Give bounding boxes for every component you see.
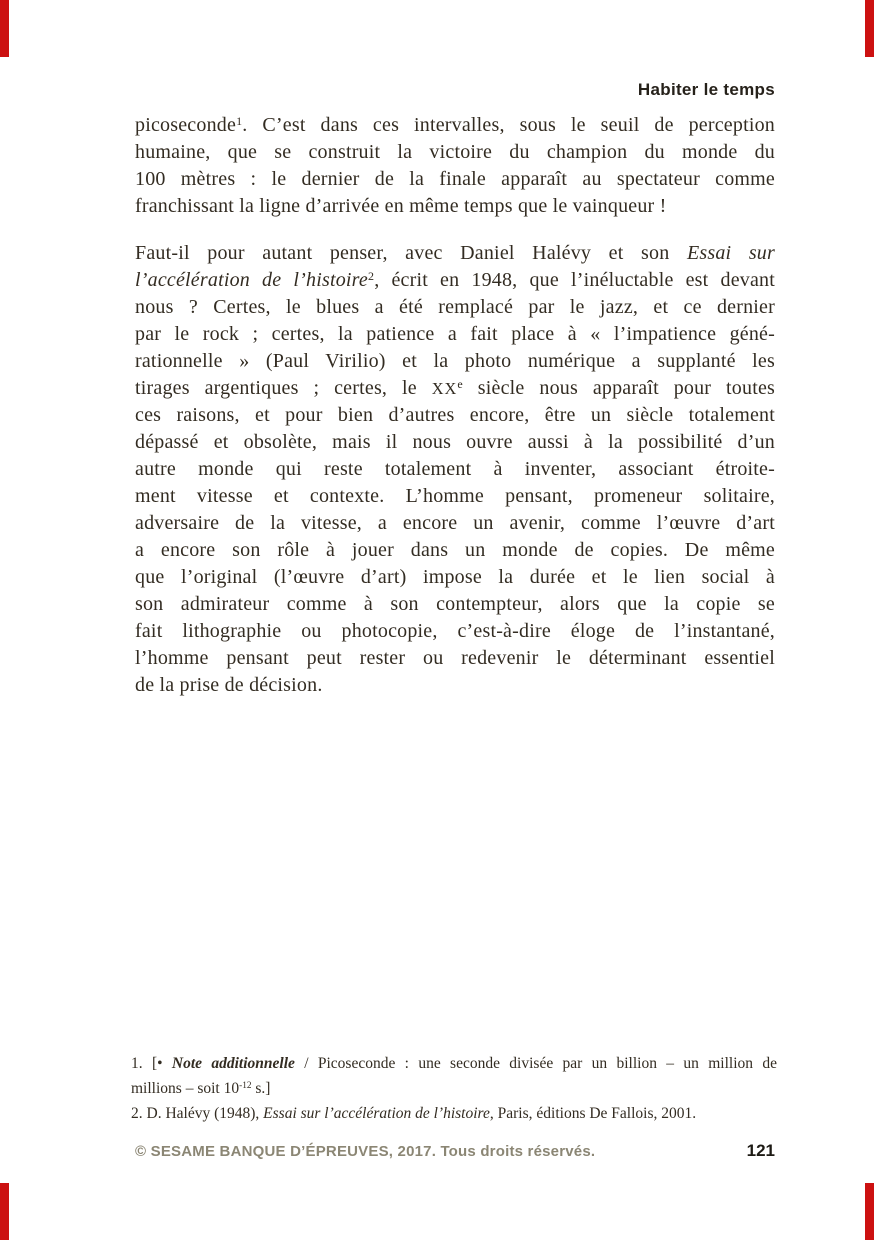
text-line: [135, 321, 775, 348]
superscript: 1: [236, 114, 243, 128]
text-line: [135, 240, 775, 267]
paragraph: [135, 240, 775, 699]
superscript: e: [457, 377, 463, 391]
text-segment: XX: [431, 379, 458, 398]
text-line: [135, 139, 775, 166]
text-line: [131, 1076, 777, 1101]
copyright-notice: © SESAME BANQUE D’ÉPREUVES, 2017. Tous droits réservés.: [135, 1143, 596, 1160]
text-segment: l’accélération de l’histoire: [135, 269, 368, 291]
text-segment: par le rock ; certes, la patience a fait place à « l’impatience géné-: [135, 323, 775, 345]
corner-bleed-mark-top-right: [865, 0, 874, 57]
text-segment: son admirateur comme à son contempteur, alors que la copie se: [135, 593, 775, 615]
text-segment: 1. [•: [131, 1055, 172, 1072]
corner-bleed-mark-bottom-right: [865, 1183, 874, 1240]
text-segment: autre monde qui reste totalement à inventer, associant étroite-: [135, 458, 775, 480]
text-line: [135, 112, 775, 139]
text-line: [135, 348, 775, 375]
text-line: [135, 672, 775, 699]
text-segment: ment vitesse et contexte. L’homme pensant, promeneur solitaire,: [135, 485, 775, 507]
text-line: [135, 166, 775, 193]
text-segment: fait lithographie ou photocopie, c’est-à-dire éloge de l’instantané,: [135, 620, 775, 642]
text-segment: Essai sur: [686, 242, 775, 264]
body-paragraphs: [135, 112, 775, 699]
superscript: -12: [239, 1081, 252, 1092]
text-segment: siècle nous apparaît pour toutes: [462, 377, 776, 399]
text-line: [135, 267, 775, 294]
text-line: [135, 510, 775, 537]
footnotes: [131, 1051, 777, 1126]
text-line: [135, 456, 775, 483]
text-segment: picoseconde: [135, 114, 237, 136]
text-segment: franchissant la ligne d’arrivée en même temps que le vainqueur !: [135, 195, 667, 217]
text-segment: Faut-il pour autant penser, avec Daniel Halévy et son: [135, 242, 687, 264]
text-line: [135, 294, 775, 321]
text-segment: de la prise de décision.: [135, 674, 323, 696]
page-number: 121: [746, 1141, 775, 1160]
text-line: [135, 375, 775, 402]
page-footer: [135, 1141, 775, 1161]
text-segment: ces raisons, et pour bien d’autres encore, être un siècle totalement: [135, 404, 775, 426]
text-line: [135, 193, 775, 220]
text-segment: l’homme pensant peut rester ou redevenir le déterminant essentiel: [135, 647, 775, 669]
paragraph: [135, 112, 775, 220]
text-segment: / Picoseconde : une seconde divisée par un billion – un million de: [294, 1055, 777, 1072]
text-segment: rationnelle » (Paul Virilio) et la photo numérique a supplanté les: [135, 350, 775, 372]
text-segment: , écrit en 1948, que l’inéluctable est devant: [374, 269, 775, 291]
paragraph: [131, 1051, 777, 1101]
text-segment: a encore son rôle à jouer dans un monde de copies. De même: [135, 539, 775, 561]
text-segment: que l’original (l’œuvre d’art) impose la durée et le lien social à: [135, 566, 775, 588]
text-segment: nous ? Certes, le blues a été remplacé par le jazz, et ce dernier: [135, 296, 775, 318]
corner-bleed-mark-bottom-left: [0, 1183, 9, 1240]
paragraph: [131, 1101, 777, 1126]
corner-bleed-mark-top-left: [0, 0, 9, 57]
text-line: [135, 645, 775, 672]
text-line: [135, 483, 775, 510]
text-segment: Note additionnelle: [171, 1055, 295, 1072]
text-line: [135, 564, 775, 591]
text-segment: . C’est dans ces intervalles, sous le seuil de perception: [242, 114, 775, 136]
text-segment: adversaire de la vitesse, a encore un avenir, comme l’œuvre d’art: [135, 512, 775, 534]
text-line: [135, 402, 775, 429]
text-line: [131, 1051, 777, 1076]
text-line: [135, 537, 775, 564]
text-segment: millions – soit 10: [131, 1080, 240, 1097]
text-segment: Essai sur l’accélération de l’histoire: [263, 1105, 490, 1122]
text-segment: tirages argentiques ; certes, le: [135, 377, 432, 399]
text-line: [135, 618, 775, 645]
text-segment: 100 mètres : le dernier de la finale apparaît au spectateur comme: [135, 168, 775, 190]
running-head: Habiter le temps: [637, 80, 775, 99]
superscript: 2: [367, 269, 375, 283]
text-segment: dépassé et obsolète, mais il nous ouvre aussi à la possibilité d’un: [135, 431, 775, 453]
text-line: [131, 1101, 777, 1126]
text-segment: , Paris, éditions De Fallois, 2001.: [489, 1105, 697, 1122]
text-segment: humaine, que se construit la victoire du champion du monde du: [135, 141, 775, 163]
text-segment: s.]: [251, 1080, 271, 1097]
text-segment: 2. D. Halévy (1948),: [131, 1105, 264, 1122]
text-line: [135, 591, 775, 618]
text-line: [135, 429, 775, 456]
